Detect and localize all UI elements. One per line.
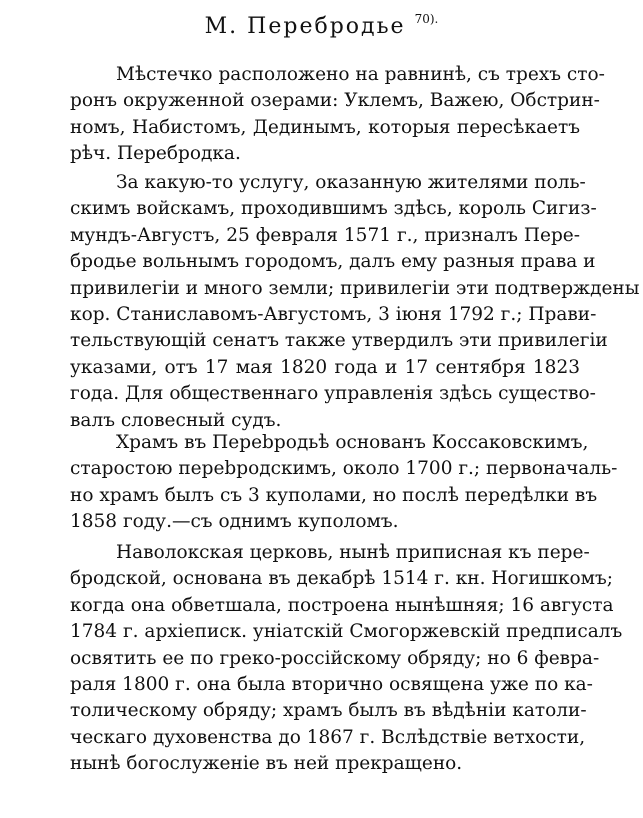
text-line: привилегіи и много земли; привилегіи эти подтверждены xyxy=(70,277,640,299)
text-line: Храмъ въ Переbродьѣ основанъ Коссаковскимъ, xyxy=(116,432,589,453)
paragraph-privileges xyxy=(70,170,640,434)
text-line: бродской, основана въ декабрѣ 1514 г. кн. Ногишкомъ; xyxy=(70,568,613,590)
text-line: кор. Станиславомъ-Августомъ, 3 іюня 1792 г.; Прави- xyxy=(70,303,597,325)
text-line: ронъ окруженной озерами: Уклемъ, Важею, Обстрин- xyxy=(70,90,600,112)
text-line: указами, отъ 17 мая 1820 года и 17 сентября 1823 xyxy=(70,356,580,378)
page-title xyxy=(0,12,643,42)
text-line: толическому обряду; храмъ былъ въ вѣдѣніи католи- xyxy=(70,700,587,722)
paragraph-church xyxy=(70,430,618,536)
text-line: номъ, Набистомъ, Дединымъ, которыя пересѣкаетъ xyxy=(70,116,580,138)
text-line: Наволокская церковь, нынѣ приписная къ пере- xyxy=(116,542,590,563)
paragraph-navolok-church xyxy=(70,540,623,778)
text-line: старостою переbродскимъ, около 1700 г.; первоначаль- xyxy=(70,458,618,480)
footnote-marker: 70). xyxy=(414,12,439,26)
text-line: раля 1800 г. она была вторично освящена уже по ка- xyxy=(70,673,593,695)
text-line: нынѣ богослуженіе въ ней прекращено. xyxy=(70,753,463,775)
text-line: ческаго духовенства до 1867 г. Вслѣдствіе ветхости, xyxy=(70,726,586,748)
text-line: освятить ее по греко-россійскому обряду; но 6 февра- xyxy=(70,647,600,669)
text-line: года. Для общественнаго управленія здѣсь существо- xyxy=(70,383,596,405)
text-line: За какую-то услугу, оказанную жителями поль- xyxy=(116,172,586,193)
text-line: рѣч. Перебродка. xyxy=(70,143,241,165)
text-line: мундъ-Августъ, 25 февраля 1571 г., призналъ Пере- xyxy=(70,224,580,246)
text-line: тельствующій сенатъ также утвердилъ эти привилегіи xyxy=(70,330,608,352)
text-line: валъ словесный судъ. xyxy=(70,409,282,431)
paragraph-location xyxy=(70,62,605,168)
title-text: М. Перебродье xyxy=(204,14,406,39)
text-line: но храмъ былъ съ 3 куполами, но послѣ передѣлки въ xyxy=(70,484,598,506)
text-line: скимъ войскамъ, проходившимъ здѣсь, король Сигиз- xyxy=(70,198,597,220)
text-line: когда она обветшала, построена нынѣшняя; 16 августа xyxy=(70,594,614,616)
text-line: 1858 году.—съ однимъ куполомъ. xyxy=(70,511,399,533)
text-line: бродье вольнымъ городомъ, далъ ему разныя права и xyxy=(70,251,596,273)
text-line: 1784 г. архіеписк. уніатскій Смогоржевскій предписалъ xyxy=(70,621,623,643)
text-line: Мѣстечко расположено на равнинѣ, съ трехъ сто- xyxy=(116,64,605,85)
